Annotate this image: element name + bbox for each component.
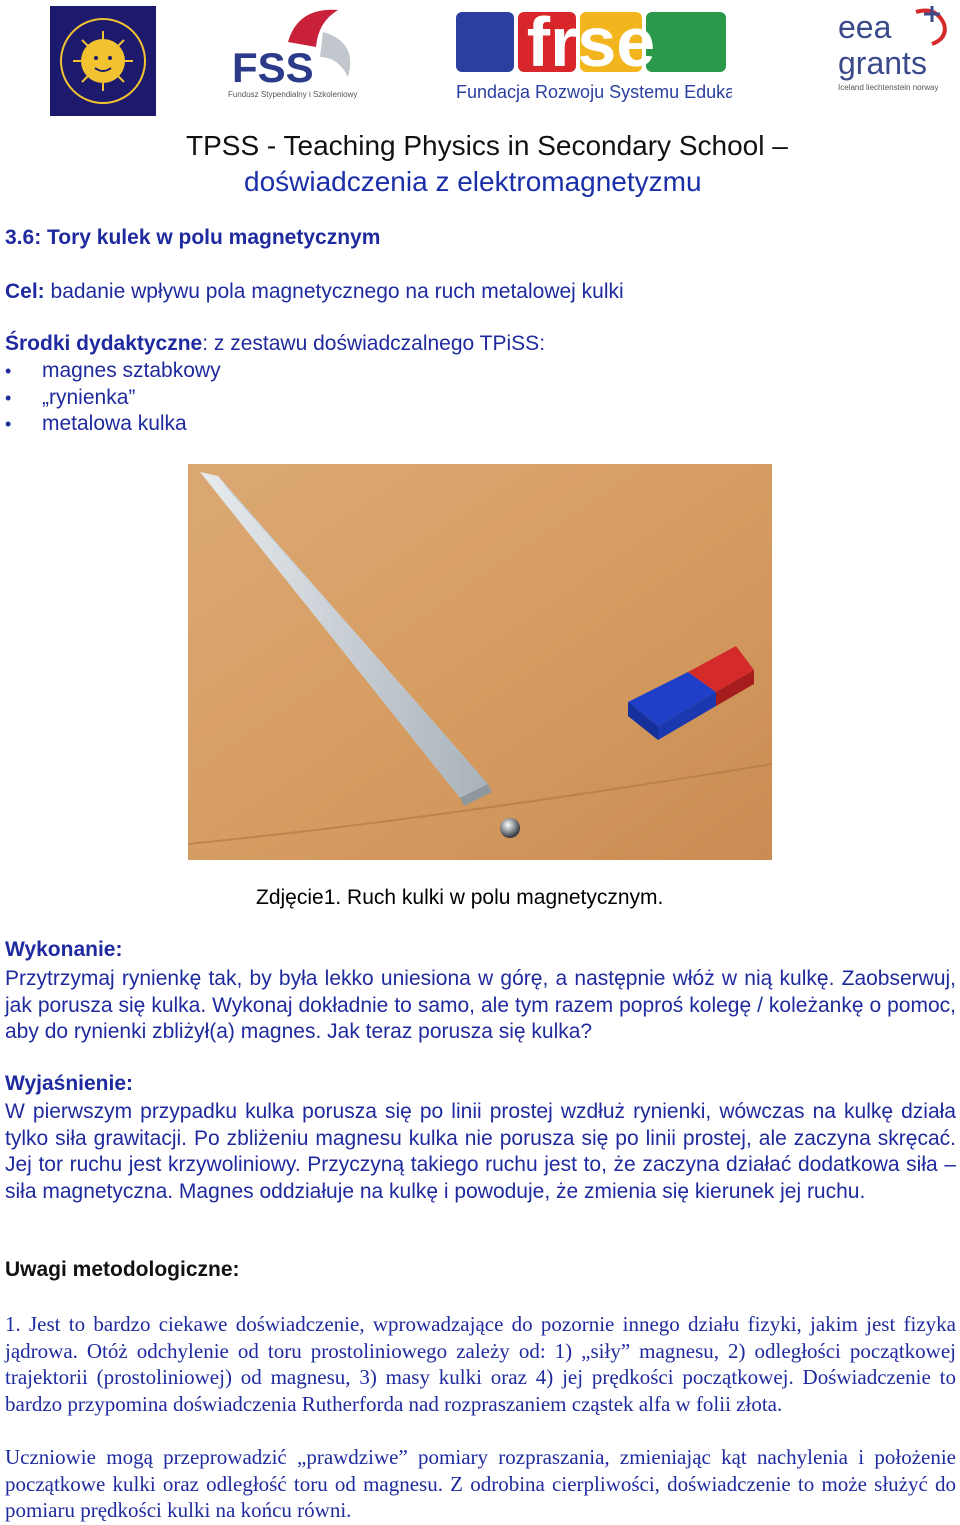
svg-text:frse: frse: [526, 6, 656, 81]
methodology-heading: Uwagi metodologiczne:: [5, 1258, 240, 1281]
materials-line: [5, 332, 545, 356]
document-title: TPSS - Teaching Physics in Secondary School –: [186, 130, 788, 161]
goal-line: [5, 280, 624, 304]
svg-text:grants: grants: [838, 45, 927, 81]
materials-list: [5, 358, 221, 438]
frse-logo: [456, 6, 732, 104]
svg-text:FSS: FSS: [232, 44, 314, 91]
svg-text:eea: eea: [838, 9, 892, 45]
svg-text:Fundusz Stypendialny i Szkolen: Fundusz Stypendialny i Szkoleniowy: [228, 90, 358, 99]
list-item: • magnes sztabkowy: [5, 358, 221, 385]
umk-logo: [50, 6, 156, 116]
fss-logo: [228, 2, 368, 100]
procedure-text: Przytrzymaj rynienkę tak, by była lekko uniesiona w górę, a następnie włóż w nią kulkę. Zaobserwuj, jak porusza się kulka. Wykonaj dokładnie to samo, ale tym razem poproś kolegę / koleżankę o pomoc, aby do rynienki zbliżył(a) magnes. Jak teraz porusza się kulka?: [5, 967, 956, 1043]
svg-text:Fundacja Rozwoju Systemu Eduka: Fundacja Rozwoju Systemu Edukacji: [456, 82, 732, 102]
experiment-photo: [188, 464, 772, 860]
eea-grants-logo: [836, 4, 956, 94]
ball-shape: [500, 818, 520, 838]
photo-caption: Zdjęcie1. Ruch kulki w polu magnetycznym.: [256, 886, 664, 909]
goal-text: badanie wpływu pola magnetycznego na ruch metalowej kulki: [44, 280, 624, 303]
explanation-text: W pierwszym przypadku kulka porusza się po linii prostej wzdłuż rynienki, wówczas na kulkę działa tylko siła grawitacji. Po zbliżeniu magnesu kulka nie porusza się po linii prostej, ale zaczyna skręcać. Jej tor ruchu jest krzywoliniowy. Przyczyną takiego ruchu jest to, że zaczyna działać dodatkowa siła – siła magnetyczna. Magnes oddziałuje na kulkę i powoduje, że zmienia się kierunek jej ruchu.: [5, 1100, 956, 1203]
materials-text: : z zestawu doświadczalnego TPiSS:: [202, 332, 546, 355]
procedure-heading: Wykonanie:: [5, 938, 123, 961]
svg-text:Iceland liechtenstein norway: Iceland liechtenstein norway: [838, 83, 939, 92]
experiment-heading: 3.6: Tory kulek w polu magnetycznym: [5, 226, 381, 249]
goal-label: Cel:: [5, 280, 45, 303]
explanation-heading: Wyjaśnienie:: [5, 1072, 133, 1095]
list-item: • „rynienka”: [5, 385, 221, 412]
list-item: • metalowa kulka: [5, 411, 221, 438]
materials-label: Środki dydaktyczne: [5, 332, 203, 355]
methodology-paragraph-2: Uczniowie mogą przeprowadzić „prawdziwe” pomiary rozpraszania, zmieniając kąt nachylenia i położenie początkowe kulki oraz odległość toru od magnesu. Z odrobina cierpliwości, doświadczenie to może służyć do pomiaru prędkości kulki na końcu równi.: [5, 1445, 956, 1522]
methodology-paragraph-1: 1. Jest to bardzo ciekawe doświadczenie, wprowadzające do pozornie innego działu fizyki, jakim jest fizyka jądrowa. Otóż odchylenie od toru prostoliniowego zależy od: 1) „siły” magnesu, 2) odległości początkowej trajektorii (prostoliniowej) od magnesu, 3) masy kulki oraz 4) jej prędkości początkowej. Doświadczenie to bardzo przypomina doświadczenia Rutherforda nad rozpraszaniem cząstek alfa w folii złota.: [5, 1312, 956, 1416]
document-subtitle: doświadczenia z elektromagnetyzmu: [244, 166, 702, 197]
